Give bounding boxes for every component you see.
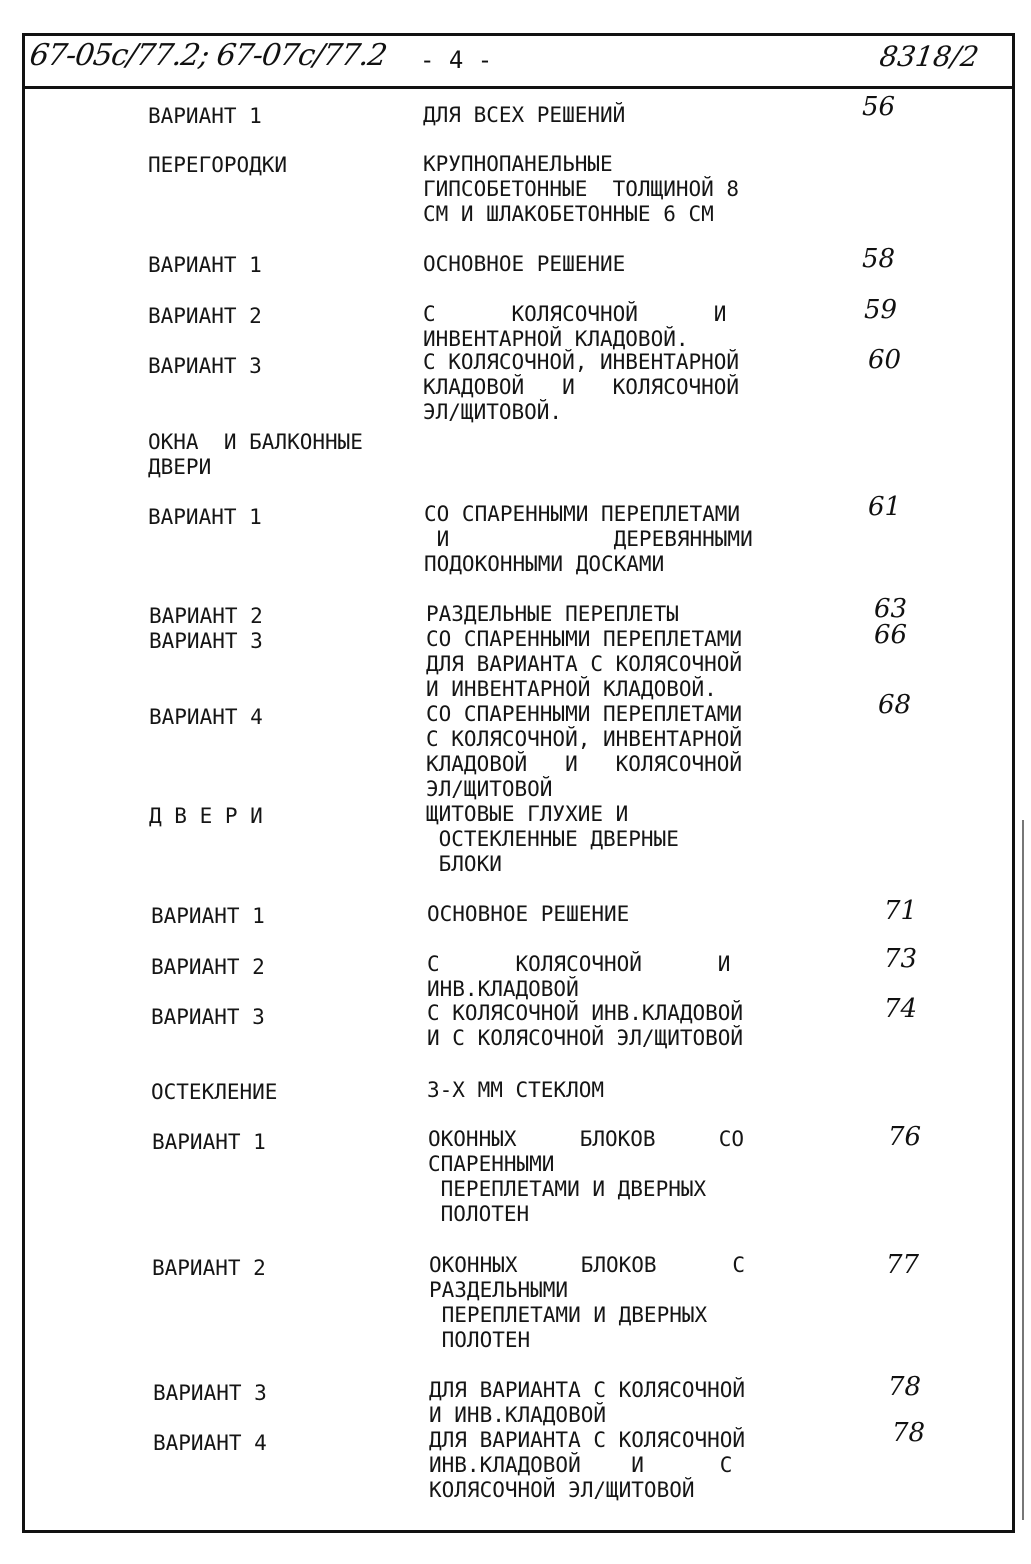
row-description: ДЛЯ ВАРИАНТА С КОЛЯСОЧНОЙ ИНВ.КЛАДОВОЙ И С КОЛЯСОЧНОЙ ЭЛ/ЩИТОВОЙ — [429, 1428, 746, 1502]
sheet-number: 8318/2 — [877, 40, 981, 73]
row-label: ВАРИАНТ 1 — [148, 505, 262, 529]
row-description: ЩИТОВЫЕ ГЛУХИЕ И ОСТЕКЛЕННЫЕ ДВЕРНЫЕ БЛОКИ — [426, 802, 679, 876]
row-description: ОСНОВНОЕ РЕШЕНИЕ — [423, 252, 626, 276]
row-description: РАЗДЕЛЬНЫЕ ПЕРЕПЛЕТЫ — [426, 602, 679, 626]
row-label: ВАРИАНТ 3 — [149, 629, 263, 653]
row-page-ref: 61 — [868, 492, 902, 522]
row-description: ОКОННЫХ БЛОКОВ С РАЗДЕЛЬНЫМИ ПЕРЕПЛЕТАМИ И ДВЕРНЫХ ПОЛОТЕН — [429, 1253, 746, 1352]
row-label: ВАРИАНТ 2 — [148, 304, 262, 328]
row-label: ВАРИАНТ 4 — [153, 1431, 267, 1455]
row-description: ДЛЯ ВСЕХ РЕШЕНИЙ — [423, 103, 626, 127]
row-description: КРУПНОПАНЕЛЬНЫЕ ГИПСОБЕТОННЫЕ ТОЛЩИНОЙ 8 СМ И ШЛАКОБЕТОННЫЕ 6 СМ — [423, 152, 740, 226]
row-page-ref: 78 — [888, 1372, 922, 1402]
row-label: ВАРИАНТ 2 — [149, 604, 263, 628]
row-page-ref: 59 — [864, 295, 898, 325]
row-label: ВАРИАНТ 3 — [151, 1005, 265, 1029]
row-page-ref: 60 — [868, 345, 902, 375]
header-divider — [22, 86, 1015, 89]
row-label: ВАРИАНТ 2 — [152, 1256, 266, 1280]
row-label: ВАРИАНТ 1 — [148, 104, 262, 128]
row-label: ВАРИАНТ 1 — [151, 904, 265, 928]
row-description: С КОЛЯСОЧНОЙ И ИНВЕНТАРНОЙ КЛАДОВОЙ. — [423, 302, 727, 351]
row-page-ref: 63 — [874, 594, 908, 624]
row-description: ДЛЯ ВАРИАНТА С КОЛЯСОЧНОЙ И ИНВ.КЛАДОВОЙ — [429, 1378, 746, 1427]
row-page-ref: 71 — [884, 896, 918, 926]
page-number: - 4 - — [420, 46, 493, 74]
row-description: СО СПАРЕННЫМИ ПЕРЕПЛЕТАМИ И ДЕРЕВЯННЫМИ ПОДОКОННЫМИ ДОСКАМИ — [424, 502, 753, 576]
row-label: ВАРИАНТ 2 — [151, 955, 265, 979]
row-page-ref: 56 — [862, 92, 896, 122]
row-label: ВАРИАНТ 3 — [148, 354, 262, 378]
section-heading: ОСТЕКЛЕНИЕ — [151, 1080, 278, 1104]
row-description: 3-Х ММ СТЕКЛОМ — [427, 1078, 605, 1102]
scan-edge-line — [1022, 820, 1024, 1520]
row-description: С КОЛЯСОЧНОЙ, ИНВЕНТАРНОЙ КЛАДОВОЙ И КОЛЯСОЧНОЙ ЭЛ/ЩИТОВОЙ. — [423, 350, 740, 424]
row-page-ref: 68 — [878, 690, 912, 720]
row-page-ref: 77 — [886, 1250, 920, 1280]
row-label: ВАРИАНТ 1 — [148, 253, 262, 277]
section-heading: ПЕРЕГОРОДКИ — [148, 153, 288, 177]
row-label: ВАРИАНТ 3 — [153, 1381, 267, 1405]
row-page-ref: 66 — [874, 620, 908, 650]
document-code: 67-05с/77.2; 67-07с/77.2 — [27, 38, 389, 73]
row-label: ВАРИАНТ 1 — [152, 1130, 266, 1154]
row-description: СО СПАРЕННЫМИ ПЕРЕПЛЕТАМИ С КОЛЯСОЧНОЙ, ИНВЕНТАРНОЙ КЛАДОВОЙ И КОЛЯСОЧНОЙ ЭЛ/ЩИТОВОЙ — [426, 702, 743, 801]
row-label: ВАРИАНТ 4 — [149, 705, 263, 729]
row-description: ОКОННЫХ БЛОКОВ СО СПАРЕННЫМИ ПЕРЕПЛЕТАМИ И ДВЕРНЫХ ПОЛОТЕН — [428, 1127, 745, 1226]
row-page-ref: 76 — [888, 1122, 922, 1152]
section-heading: ОКНА И БАЛКОННЫЕ ДВЕРИ — [148, 430, 363, 479]
row-page-ref: 78 — [892, 1418, 926, 1448]
section-heading: Д В Е Р И — [149, 804, 263, 828]
row-description: ОСНОВНОЕ РЕШЕНИЕ — [427, 902, 630, 926]
row-page-ref: 73 — [884, 944, 918, 974]
row-description: С КОЛЯСОЧНОЙ И ИНВ.КЛАДОВОЙ — [427, 952, 731, 1001]
row-description: С КОЛЯСОЧНОЙ ИНВ.КЛАДОВОЙ И С КОЛЯСОЧНОЙ ЭЛ/ЩИТОВОЙ — [427, 1001, 744, 1050]
row-page-ref: 74 — [884, 994, 918, 1024]
row-page-ref: 58 — [862, 244, 896, 274]
row-description: СО СПАРЕННЫМИ ПЕРЕПЛЕТАМИ ДЛЯ ВАРИАНТА С КОЛЯСОЧНОЙ И ИНВЕНТАРНОЙ КЛАДОВОЙ. — [426, 627, 743, 701]
